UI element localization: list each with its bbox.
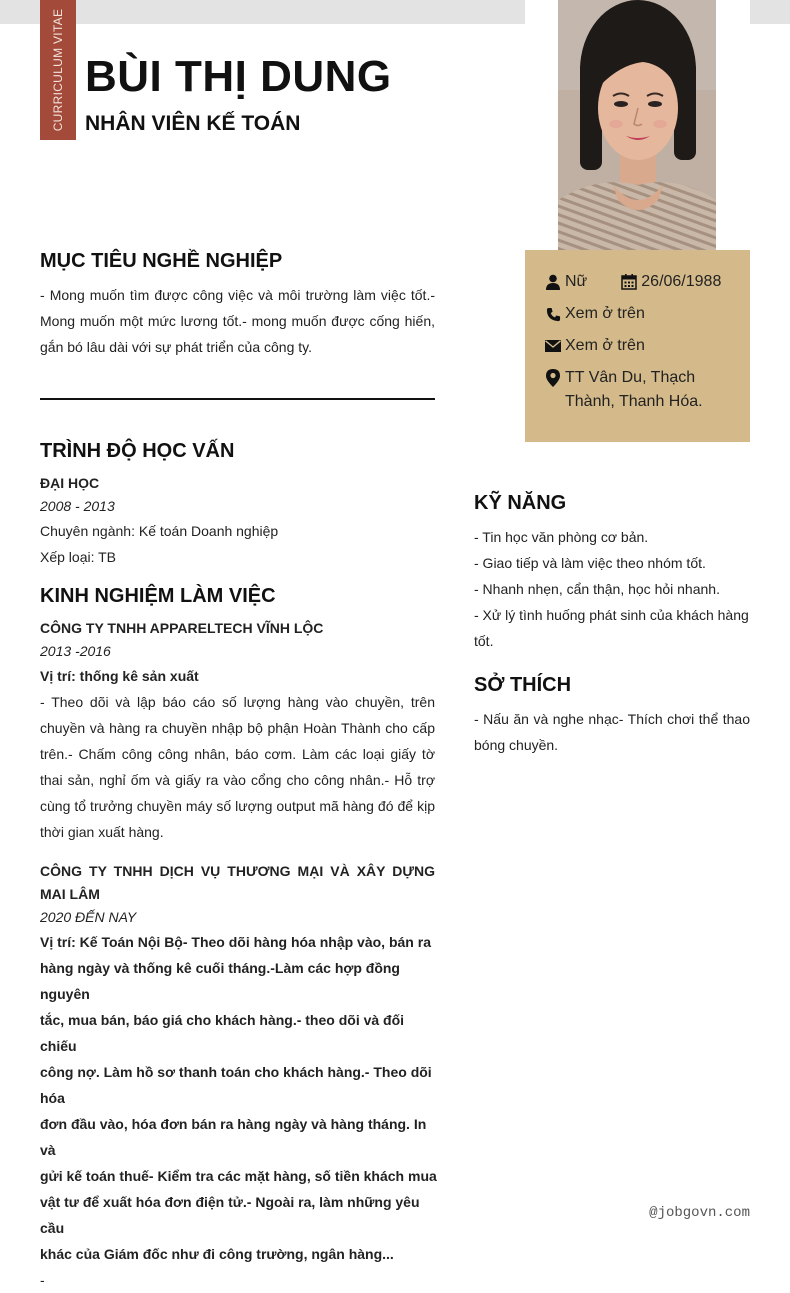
- job-2-trailing-dash: -: [40, 1272, 45, 1288]
- education-major: Chuyên ngành: Kế toán Doanh nghiệp: [40, 523, 279, 539]
- job-2-company: CÔNG TY TNHH DỊCH VỤ THƯƠNG MẠI VÀ XÂY DỰNG MAI LÂM: [40, 863, 435, 902]
- education-period: 2008 - 2013: [40, 498, 115, 514]
- skills-list: [474, 524, 750, 654]
- hobbies-heading: SỞ THÍCH: [474, 674, 572, 696]
- address-row: [545, 366, 750, 414]
- education-school: ĐẠI HỌC: [40, 475, 100, 491]
- skill-item: - Tin học văn phòng cơ bản.: [474, 529, 649, 545]
- curriculum-vitae-label: CURRICULUM VITAE: [51, 8, 65, 132]
- curriculum-vitae-tab: [40, 0, 76, 140]
- phone-value: Xem ở trên: [565, 305, 645, 322]
- job-1-position: Vị trí: thống kê sản xuất: [40, 668, 199, 684]
- profile-photo: [558, 0, 716, 250]
- job-1-description: - Theo dõi và lập báo cáo số lượng hàng vào chuyền, trên chuyền và hàng ra chuyền nhập bộ phận Hoàn Thành cho cấp trên.- Chấm công công nhân, báo cơm. Làm các loại giấy tờ thai sản, nghỉ ốm và giấy ra vào cổng cho công nhân.- Hỗ trợ cùng tổ trưởng chuyền máy số lượng output mã hàng đó để kịp thời gian xuất hàng.: [40, 694, 435, 840]
- job-1-company: CÔNG TY TNHH APPARELTECH VĨNH LỘC: [40, 620, 324, 636]
- address-value: TT Vân Du, Thạch Thành, Thanh Hóa.: [565, 369, 703, 410]
- experience-heading: KINH NGHIỆM LÀM VIỆC: [40, 585, 276, 607]
- job-2-description-line: gửi kế toán thuế- Kiểm tra các mặt hàng, số tiền khách mua: [40, 1168, 437, 1184]
- gender-value: Nữ: [565, 273, 588, 290]
- job-2-description-line: khác của Giám đốc như đi công trường, ngân hàng...: [40, 1246, 394, 1262]
- calendar-icon: [621, 270, 637, 294]
- job-2-description-line: vật tư để xuất hóa đơn điện tử.- Ngoài ra, làm những yêu cầu: [40, 1194, 420, 1236]
- birthdate-value: 26/06/1988: [641, 273, 722, 290]
- objective-heading: MỤC TIÊU NGHỀ NGHIỆP: [40, 250, 283, 272]
- email-value: Xem ở trên: [565, 337, 645, 354]
- skill-item: - Nhanh nhẹn, cẩn thận, học hỏi nhanh.: [474, 581, 720, 597]
- person-icon: [545, 270, 561, 294]
- top-band-left: [0, 0, 525, 24]
- gender-birthdate-row: [545, 270, 750, 294]
- job-2-description: [40, 929, 440, 1293]
- job-2-description-line: đơn đầu vào, hóa đơn bán ra hàng ngày và hàng tháng. In và: [40, 1116, 427, 1158]
- education-heading: TRÌNH ĐỘ HỌC VẤN: [40, 440, 235, 462]
- candidate-name: BÙI THỊ DUNG: [85, 52, 392, 101]
- envelope-icon: [545, 334, 561, 358]
- location-pin-icon: [545, 366, 561, 390]
- job-2-description-line: Vị trí: Kế Toán Nội Bộ- Theo dõi hàng hóa nhập vào, bán ra: [40, 934, 431, 950]
- phone-icon: [545, 302, 561, 326]
- job-2-description-line: công nợ. Làm hồ sơ thanh toán cho khách hàng.- Theo dõi hóa: [40, 1064, 432, 1106]
- job-2-description-line: hàng ngày và thống kê cuối tháng.-Làm các hợp đồng nguyên: [40, 960, 400, 1002]
- job-1-period: 2013 -2016: [40, 643, 111, 659]
- section-divider: [40, 398, 435, 400]
- skill-item: - Giao tiếp và làm việc theo nhóm tốt.: [474, 555, 706, 571]
- contact-info-box: [525, 250, 750, 442]
- phone-row: [545, 302, 750, 326]
- skills-heading: KỸ NĂNG: [474, 492, 567, 514]
- skill-item: - Xử lý tình huống phát sinh của khách hàng tốt.: [474, 607, 749, 649]
- objective-text: - Mong muốn tìm được công việc và môi trường làm việc tốt.- Mong muốn một mức lương tốt.- mong muốn được cống hiến, gắn bó lâu dài với sự phát triển của công ty.: [40, 287, 435, 355]
- education-grade: Xếp loại: TB: [40, 549, 117, 565]
- email-row: [545, 334, 750, 358]
- job-2-period: 2020 ĐẾN NAY: [40, 909, 137, 925]
- top-band-right: [750, 0, 790, 24]
- job-2-description-line: tắc, mua bán, báo giá cho khách hàng.- theo dõi và đối chiếu: [40, 1012, 405, 1054]
- candidate-job-title: NHÂN VIÊN KẾ TOÁN: [85, 112, 301, 135]
- watermark: @jobgovn.com: [649, 1205, 750, 1221]
- hobbies-text: - Nấu ăn và nghe nhạc- Thích chơi thể thao bóng chuyền.: [474, 711, 750, 753]
